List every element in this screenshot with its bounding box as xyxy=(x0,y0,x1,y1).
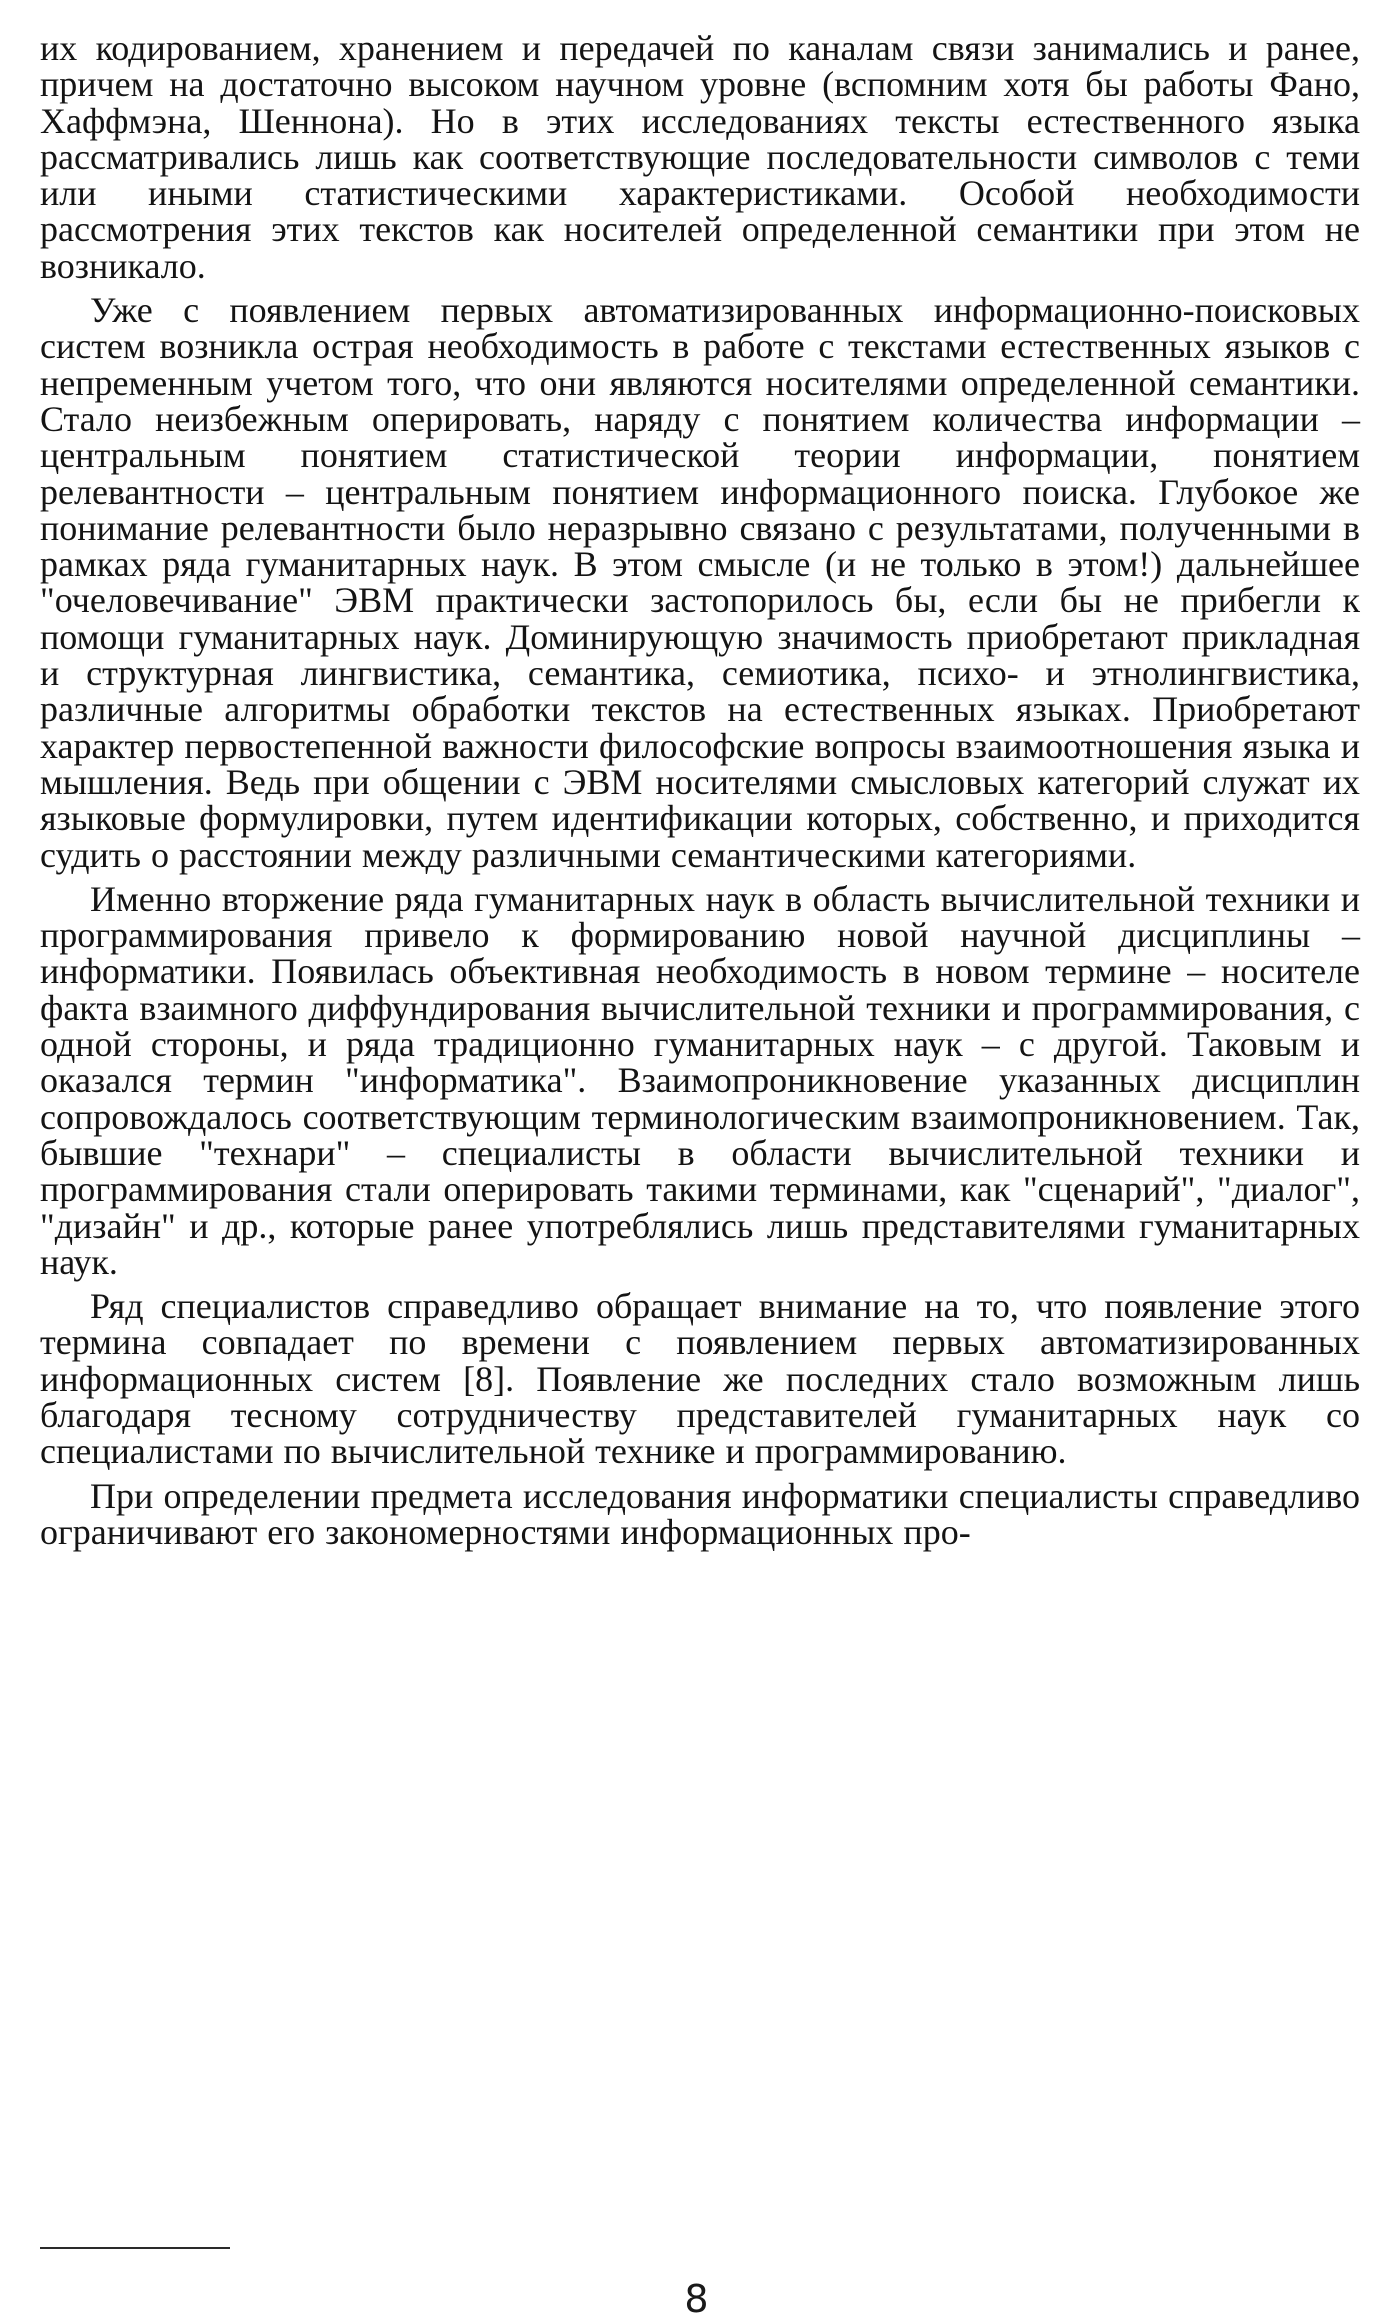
paragraph-4: Ряд специалистов справедливо обращает внимание на то, что появление этого термина совпадает по времени с появлением первых автоматизированных информационных систем [8]. Появление же последних стало возможным лишь благодаря тесному сотрудничеству представителей гуманитарных наук со специалистами по вычислительной технике и программированию. xyxy=(40,1286,1360,1472)
body-text xyxy=(40,30,1360,1558)
footnote-divider xyxy=(40,2247,230,2249)
paragraph-1: их кодированием, хранением и передачей по каналам связи занимались и ранее, причем на достаточно высоком научном уровне (вспомним хотя бы работы Фано, Хаффмэна, Шеннона). Но в этих исследованиях тексты естественного языка рассматривались лишь как соответствующие последовательности символов с теми или иными статистическими характеристиками. Особой необходимости рассмотрения этих текстов как носителей определенной семантики при этом не возникало. xyxy=(40,28,1360,286)
paragraph-2: Уже с появлением первых автоматизированных информационно-поисковых систем возникла острая необходимость в работе с текстами естественных языков с непременным учетом того, что они являются носителями определенной семантики. Стало неизбежным оперировать, наряду с понятием количества информации – центральным понятием статистической теории информации, понятием релевантности – центральным понятием информационного поиска. Глубокое же понимание релевантности было неразрывно связано с результатами, полученными в рамках ряда гуманитарных наук. В этом смысле (и не только в этом!) дальнейшее "очеловечивание" ЭВМ практически застопорилось бы, если бы не прибегли к помощи гуманитарных наук. Доминирующую значимость приобретают прикладная и структурная лингвистика, семантика, семиотика, психо- и этнолингвистика, различные алгоритмы обработки текстов на естественных языках. Приобретают характер первостепенной важности философские вопросы взаимоотношения языка и мышления. Ведь при общении с ЭВМ носителями смысловых категорий служат их языковые формулировки, путем идентификации которых, собственно, и приходится судить о расстоянии между различными семантическими категориями. xyxy=(40,290,1360,875)
page-number: 8 xyxy=(684,2277,709,2321)
paragraph-5: При определении предмета исследования информатики специалисты справедливо ограничивают его закономерностями информационных про- xyxy=(40,1475,1360,1552)
paragraph-3: Именно вторжение ряда гуманитарных наук в область вычислительной техники и программирования привело к формированию новой научной дисциплины – информатики. Появилась объективная необходимость в новом термине – носителе факта взаимного диффундирования вычислительной техники и программирования, с одной стороны, и ряда традиционно гуманитарных наук – с другой. Таковым и оказался термин "информатика". Взаимопроникновение указанных дисциплин сопровождалось соответствующим терминологическим взаимопроникновением. Так, бывшие "технари" – специалисты в области вычислительной техники и программирования стали оперировать такими терминами, как "сценарий", "диалог", "дизайн" и др., которые ранее употреблялись лишь представителями гуманитарных наук. xyxy=(40,878,1360,1282)
